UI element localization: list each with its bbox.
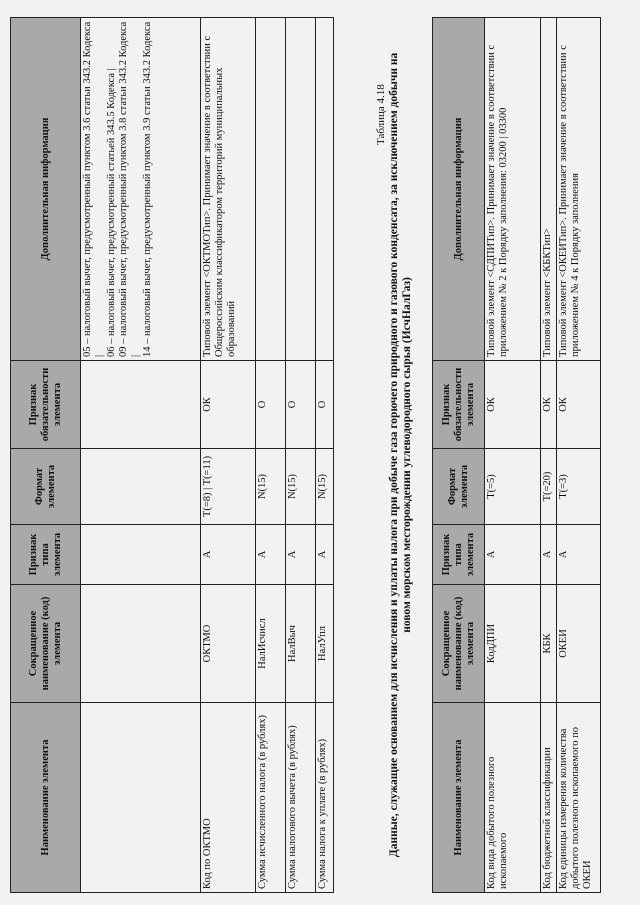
info-cell (81, 18, 201, 361)
header-cell: Наименование элемента (11, 703, 81, 893)
table-header-row (11, 18, 81, 893)
header-cell: Дополнительная информация (11, 18, 81, 361)
header-cell: Наименование элемента (433, 703, 485, 893)
element-format: T(=3) (557, 449, 601, 525)
element-code: КодДПИ (485, 585, 541, 703)
element-name: Код бюджетной классификации (541, 703, 557, 893)
table-header-row (433, 18, 485, 893)
element-code: НалУпл (316, 585, 334, 703)
element-name: Сумма исчисленного налога (в рублях) (256, 703, 286, 893)
element-code: ОКТМО (201, 585, 256, 703)
element-info: Типовой элемент <ОКЕИТип>. Принимает значение в соответствии с приложением № 4 к Порядку заполнения (557, 18, 601, 361)
element-name: Сумма налога к уплате (в рублях) (316, 703, 334, 893)
header-cell: Формат элемента (11, 449, 81, 525)
element-type: А (541, 525, 557, 585)
info-line: 09 – налоговый вычет, предусмотренный пунктом 3.8 статьи 343.2 Кодекса | (118, 21, 141, 357)
element-format: T(=5) (485, 449, 541, 525)
element-info (256, 18, 286, 361)
table-row (541, 18, 557, 893)
element-name: Код по ОКТМО (201, 703, 256, 893)
element-type: А (485, 525, 541, 585)
element-code: КБК (541, 585, 557, 703)
elements-table-continued (10, 17, 334, 893)
element-type: А (201, 525, 256, 585)
element-type: А (286, 525, 316, 585)
header-cell: Признак типа элемента (11, 525, 81, 585)
element-name: Код единицы измерения количества добытого полезного ископаемого по ОКЕИ (557, 703, 601, 893)
table-row (557, 18, 601, 893)
element-required: О (256, 361, 286, 449)
element-name: Сумма налогового вычета (в рублях) (286, 703, 316, 893)
element-info (286, 18, 316, 361)
header-cell: Формат элемента (433, 449, 485, 525)
element-required: ОК (201, 361, 256, 449)
element-type: А (316, 525, 334, 585)
element-format: N(15) (256, 449, 286, 525)
element-type: А (256, 525, 286, 585)
element-code: НалВыч (286, 585, 316, 703)
element-info: Типовой элемент <СДПИТип>. Принимает значение в соответствии с приложением № 2 к Порядку заполнения: 03200 | 03300 (485, 18, 541, 361)
table-row (286, 18, 316, 893)
element-required: ОК (485, 361, 541, 449)
element-format: T(=8) | T(=11) (201, 449, 256, 525)
element-format: N(15) (286, 449, 316, 525)
table-row (316, 18, 334, 893)
element-required: ОК (557, 361, 601, 449)
table-label: Таблица 4.18 (375, 84, 387, 145)
table-row (81, 18, 201, 893)
table-row (201, 18, 256, 893)
header-cell: Дополнительная информация (433, 18, 485, 361)
element-code: ОКЕИ (557, 585, 601, 703)
element-name: Код вида добытого полезного ископаемого (485, 703, 541, 893)
table-row (256, 18, 286, 893)
element-required: О (286, 361, 316, 449)
header-cell: Признак обязательности элемента (433, 361, 485, 449)
table-row (485, 18, 541, 893)
header-cell: Признак обязательности элемента (11, 361, 81, 449)
info-line: 05 – налоговый вычет, предусмотренный пунктом 3.6 статьи 343.2 Кодекса | (82, 21, 105, 357)
element-info: Типовой элемент <ОКТМОТип>. Принимает значение в соответствии с Общероссийским классификатором территорий муниципальных образований (201, 18, 256, 361)
table-title: Данные, служащие основанием для исчисления и уплаты налога при добыче газа горючего природного и газового конденсата, за исключением добычи на новом морском месторождении углеводородного сырья (ИсчНалГаз) (388, 52, 413, 858)
header-cell: Сокращенное наименование (код) элемента (433, 585, 485, 703)
elements-table-4-18 (432, 17, 601, 893)
element-type: А (557, 525, 601, 585)
info-line: 06 – налоговый вычет, предусмотренный статьей 343.5 Кодекса | (106, 68, 117, 357)
element-code: НалИсчисл (256, 585, 286, 703)
element-info (316, 18, 334, 361)
element-required: ОК (541, 361, 557, 449)
header-cell: Сокращенное наименование (код) элемента (11, 585, 81, 703)
element-info: Типовой элемент <КБКТип> (541, 18, 557, 361)
element-format: N(15) (316, 449, 334, 525)
element-format: T(=20) (541, 449, 557, 525)
element-required: О (316, 361, 334, 449)
info-line: 14 – налоговый вычет, предусмотренный пунктом 3.9 статьи 343.2 Кодекса (142, 21, 153, 357)
header-cell: Признак типа элемента (433, 525, 485, 585)
